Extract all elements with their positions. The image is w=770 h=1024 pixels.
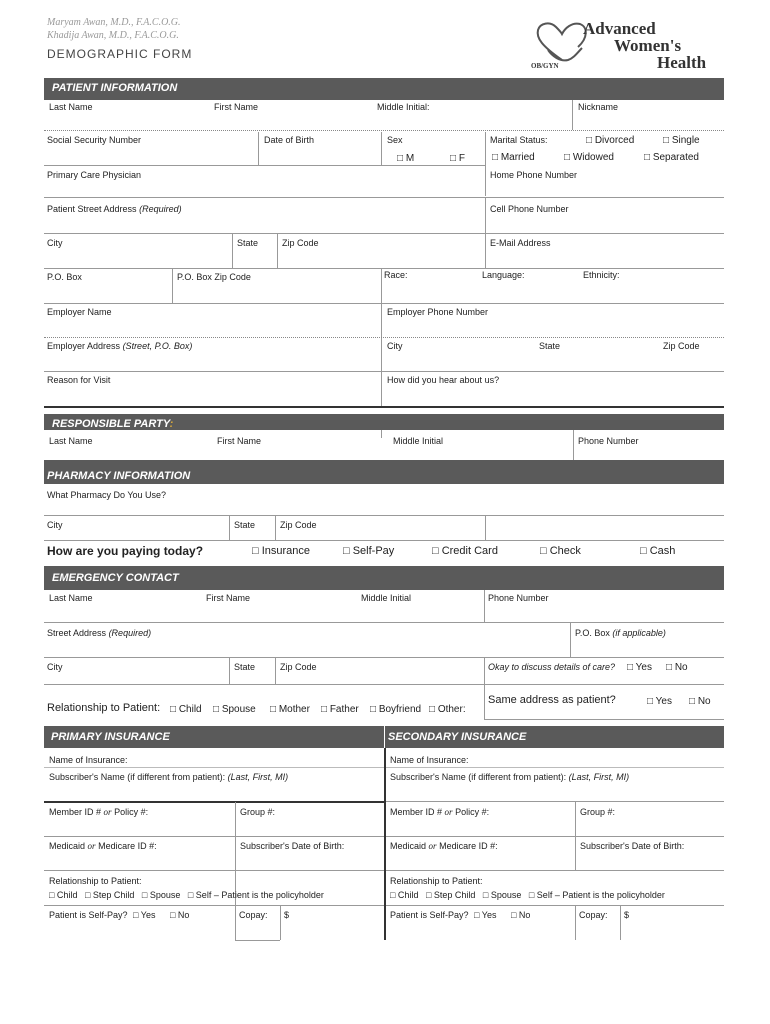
- secondary-group-label: Group #:: [580, 807, 616, 817]
- rel-child-checkbox[interactable]: □ Child: [170, 704, 202, 715]
- primary-member-id-label: Member ID # or Policy #:: [49, 807, 149, 817]
- emergency-street-label: Street Address (Required): [47, 628, 152, 638]
- cell-phone-label: Cell Phone Number: [490, 204, 569, 214]
- emergency-zip-label: Zip Code: [280, 662, 317, 672]
- logo-line-1: Advanced: [583, 19, 656, 38]
- primary-relationship-options[interactable]: □ Child □ Step Child □ Spouse □ Self – Patient is the policyholder: [49, 890, 324, 900]
- primary-medicaid-label: Medicaid or Medicare ID #:: [49, 841, 157, 851]
- responsible-party-title: RESPONSIBLE PARTY:: [52, 418, 174, 430]
- doctor-name-2: Khadija Awan, M.D., F.A.C.O.G.: [47, 30, 179, 41]
- payment-question: How are you paying today?: [47, 544, 204, 558]
- marital-married-checkbox[interactable]: □ Married: [492, 152, 535, 163]
- pharmacy-state-label: State: [234, 520, 256, 530]
- marital-status-label: Marital Status:: [490, 135, 548, 145]
- primary-subscriber-dob-label: Subscriber's Date of Birth:: [240, 841, 345, 851]
- ethnicity-label: Ethnicity:: [583, 270, 620, 280]
- pay-credit-card-checkbox[interactable]: □ Credit Card: [432, 545, 498, 557]
- reason-for-visit-label: Reason for Visit: [47, 375, 111, 385]
- emergency-contact-header: [44, 566, 724, 590]
- primary-self-pay-yes-checkbox[interactable]: □ Yes: [133, 910, 156, 920]
- secondary-member-id-label: Member ID # or Policy #:: [390, 807, 490, 817]
- okay-discuss-label: Okay to discuss details of care?: [488, 662, 616, 672]
- okay-no-checkbox[interactable]: □ No: [666, 662, 688, 673]
- primary-insurance-name-label: Name of Insurance:: [49, 755, 128, 765]
- primary-subscriber-label: Subscriber's Name (if different from patient): (Last, First, MI): [49, 772, 289, 782]
- primary-insurance-header: [44, 726, 384, 748]
- same-address-yes-checkbox[interactable]: □ Yes: [647, 696, 672, 707]
- language-label: Language:: [482, 270, 525, 280]
- employer-state-label: State: [539, 341, 561, 351]
- marital-widowed-checkbox[interactable]: □ Widowed: [564, 152, 614, 163]
- emergency-po-box-label: P.O. Box (if applicable): [575, 628, 666, 638]
- primary-self-pay-label: Patient is Self-Pay?: [49, 910, 128, 920]
- responsible-last-name-label: Last Name: [49, 436, 93, 446]
- employer-address-label: Employer Address (Street, P.O. Box): [47, 341, 193, 351]
- relationship-label: Relationship to Patient:: [47, 702, 161, 714]
- home-phone-label: Home Phone Number: [490, 170, 578, 180]
- marital-separated-checkbox[interactable]: □ Separated: [644, 152, 699, 163]
- pay-self-pay-checkbox[interactable]: □ Self-Pay: [343, 545, 395, 557]
- rel-boyfriend-checkbox[interactable]: □ Boyfriend: [370, 704, 422, 715]
- pharmacy-title: PHARMACY INFORMATION: [47, 470, 191, 482]
- primary-copay-label: Copay:: [239, 910, 268, 920]
- doctor-name-1: Maryam Awan, M.D., F.A.C.O.G.: [47, 17, 181, 28]
- patient-dob-label: Date of Birth: [264, 135, 315, 145]
- secondary-copay-label: Copay:: [579, 910, 608, 920]
- patient-first-name-label: First Name: [214, 102, 259, 112]
- same-address-no-checkbox[interactable]: □ No: [689, 696, 711, 707]
- form-title: DEMOGRAPHIC FORM: [47, 47, 193, 61]
- employer-zip-label: Zip Code: [663, 341, 700, 351]
- okay-yes-checkbox[interactable]: □ Yes: [627, 662, 652, 673]
- emergency-state-label: State: [234, 662, 256, 672]
- emergency-contact-title: EMERGENCY CONTACT: [52, 572, 179, 584]
- rel-other-checkbox[interactable]: □ Other:: [429, 704, 466, 715]
- secondary-self-pay-yes-checkbox[interactable]: □ Yes: [474, 910, 497, 920]
- secondary-insurance-name-label: Name of Insurance:: [390, 755, 469, 765]
- secondary-insurance-header: [385, 726, 724, 748]
- secondary-subscriber-label: Subscriber's Name (if different from patient): (Last, First, MI): [390, 772, 630, 782]
- patient-sex-label: Sex: [387, 135, 403, 145]
- pharmacy-header: [44, 460, 724, 484]
- secondary-self-pay-label: Patient is Self-Pay?: [390, 910, 469, 920]
- pharmacy-city-label: City: [47, 520, 63, 530]
- marital-single-checkbox[interactable]: □ Single: [663, 135, 700, 146]
- primary-relationship-label: Relationship to Patient:: [49, 876, 142, 886]
- rel-spouse-checkbox[interactable]: □ Spouse: [213, 704, 256, 715]
- secondary-self-pay-no-checkbox[interactable]: □ No: [511, 910, 531, 920]
- race-label: Race:: [384, 270, 408, 280]
- emergency-last-name-label: Last Name: [49, 593, 93, 603]
- pharmacy-zip-label: Zip Code: [280, 520, 317, 530]
- employer-city-label: City: [387, 341, 403, 351]
- logo-line-3: Health: [657, 53, 707, 72]
- patient-nickname-label: Nickname: [578, 102, 619, 112]
- patient-info-header: [44, 78, 724, 100]
- marital-divorced-checkbox[interactable]: □ Divorced: [586, 135, 635, 146]
- patient-middle-initial-label: Middle Initial:: [377, 102, 430, 112]
- po-box-zip-label: P.O. Box Zip Code: [177, 272, 251, 282]
- employer-name-label: Employer Name: [47, 307, 112, 317]
- employer-phone-label: Employer Phone Number: [387, 307, 489, 317]
- responsible-phone-label: Phone Number: [578, 436, 639, 446]
- logo-line-2: Women's: [614, 36, 682, 55]
- primary-self-pay-no-checkbox[interactable]: □ No: [170, 910, 190, 920]
- primary-insurance-title: PRIMARY INSURANCE: [51, 731, 170, 743]
- same-address-label: Same address as patient?: [488, 694, 616, 706]
- secondary-relationship-label: Relationship to Patient:: [390, 876, 483, 886]
- secondary-relationship-options[interactable]: □ Child □ Step Child □ Spouse □ Self – Patient is the policyholder: [390, 890, 665, 900]
- patient-ssn-label: Social Security Number: [47, 135, 142, 145]
- primary-group-label: Group #:: [240, 807, 276, 817]
- patient-last-name-label: Last Name: [49, 102, 93, 112]
- street-address-label: Patient Street Address (Required): [47, 204, 182, 214]
- secondary-subscriber-dob-label: Subscriber's Date of Birth:: [580, 841, 685, 851]
- responsible-middle-initial-label: Middle Initial: [393, 436, 444, 446]
- patient-city-label: City: [47, 238, 63, 248]
- rel-father-checkbox[interactable]: □ Father: [321, 704, 359, 715]
- hear-about-us-label: How did you hear about us?: [387, 375, 500, 385]
- email-label: E-Mail Address: [490, 238, 551, 248]
- secondary-medicaid-label: Medicaid or Medicare ID #:: [390, 841, 498, 851]
- pay-insurance-checkbox[interactable]: □ Insurance: [252, 545, 311, 557]
- rel-mother-checkbox[interactable]: □ Mother: [270, 704, 310, 715]
- secondary-copay-dollar: $: [624, 910, 630, 920]
- secondary-insurance-title: SECONDARY INSURANCE: [388, 731, 527, 743]
- patient-zip-label: Zip Code: [282, 238, 319, 248]
- sex-m-checkbox[interactable]: □ M: [397, 153, 415, 164]
- responsible-first-name-label: First Name: [217, 436, 262, 446]
- logo-sub: OB/GYN: [531, 62, 559, 70]
- patient-state-label: State: [237, 238, 259, 248]
- pay-check-checkbox[interactable]: □ Check: [540, 545, 581, 557]
- po-box-label: P.O. Box: [47, 272, 82, 282]
- pharmacy-question-label: What Pharmacy Do You Use?: [47, 490, 167, 500]
- sex-f-checkbox[interactable]: □ F: [450, 153, 465, 164]
- patient-info-title: PATIENT INFORMATION: [52, 82, 178, 94]
- pcp-label: Primary Care Physician: [47, 170, 142, 180]
- pay-cash-checkbox[interactable]: □ Cash: [640, 545, 676, 557]
- emergency-phone-label: Phone Number: [488, 593, 549, 603]
- emergency-middle-initial-label: Middle Initial: [361, 593, 412, 603]
- primary-copay-dollar: $: [284, 910, 290, 920]
- emergency-city-label: City: [47, 662, 63, 672]
- emergency-first-name-label: First Name: [206, 593, 251, 603]
